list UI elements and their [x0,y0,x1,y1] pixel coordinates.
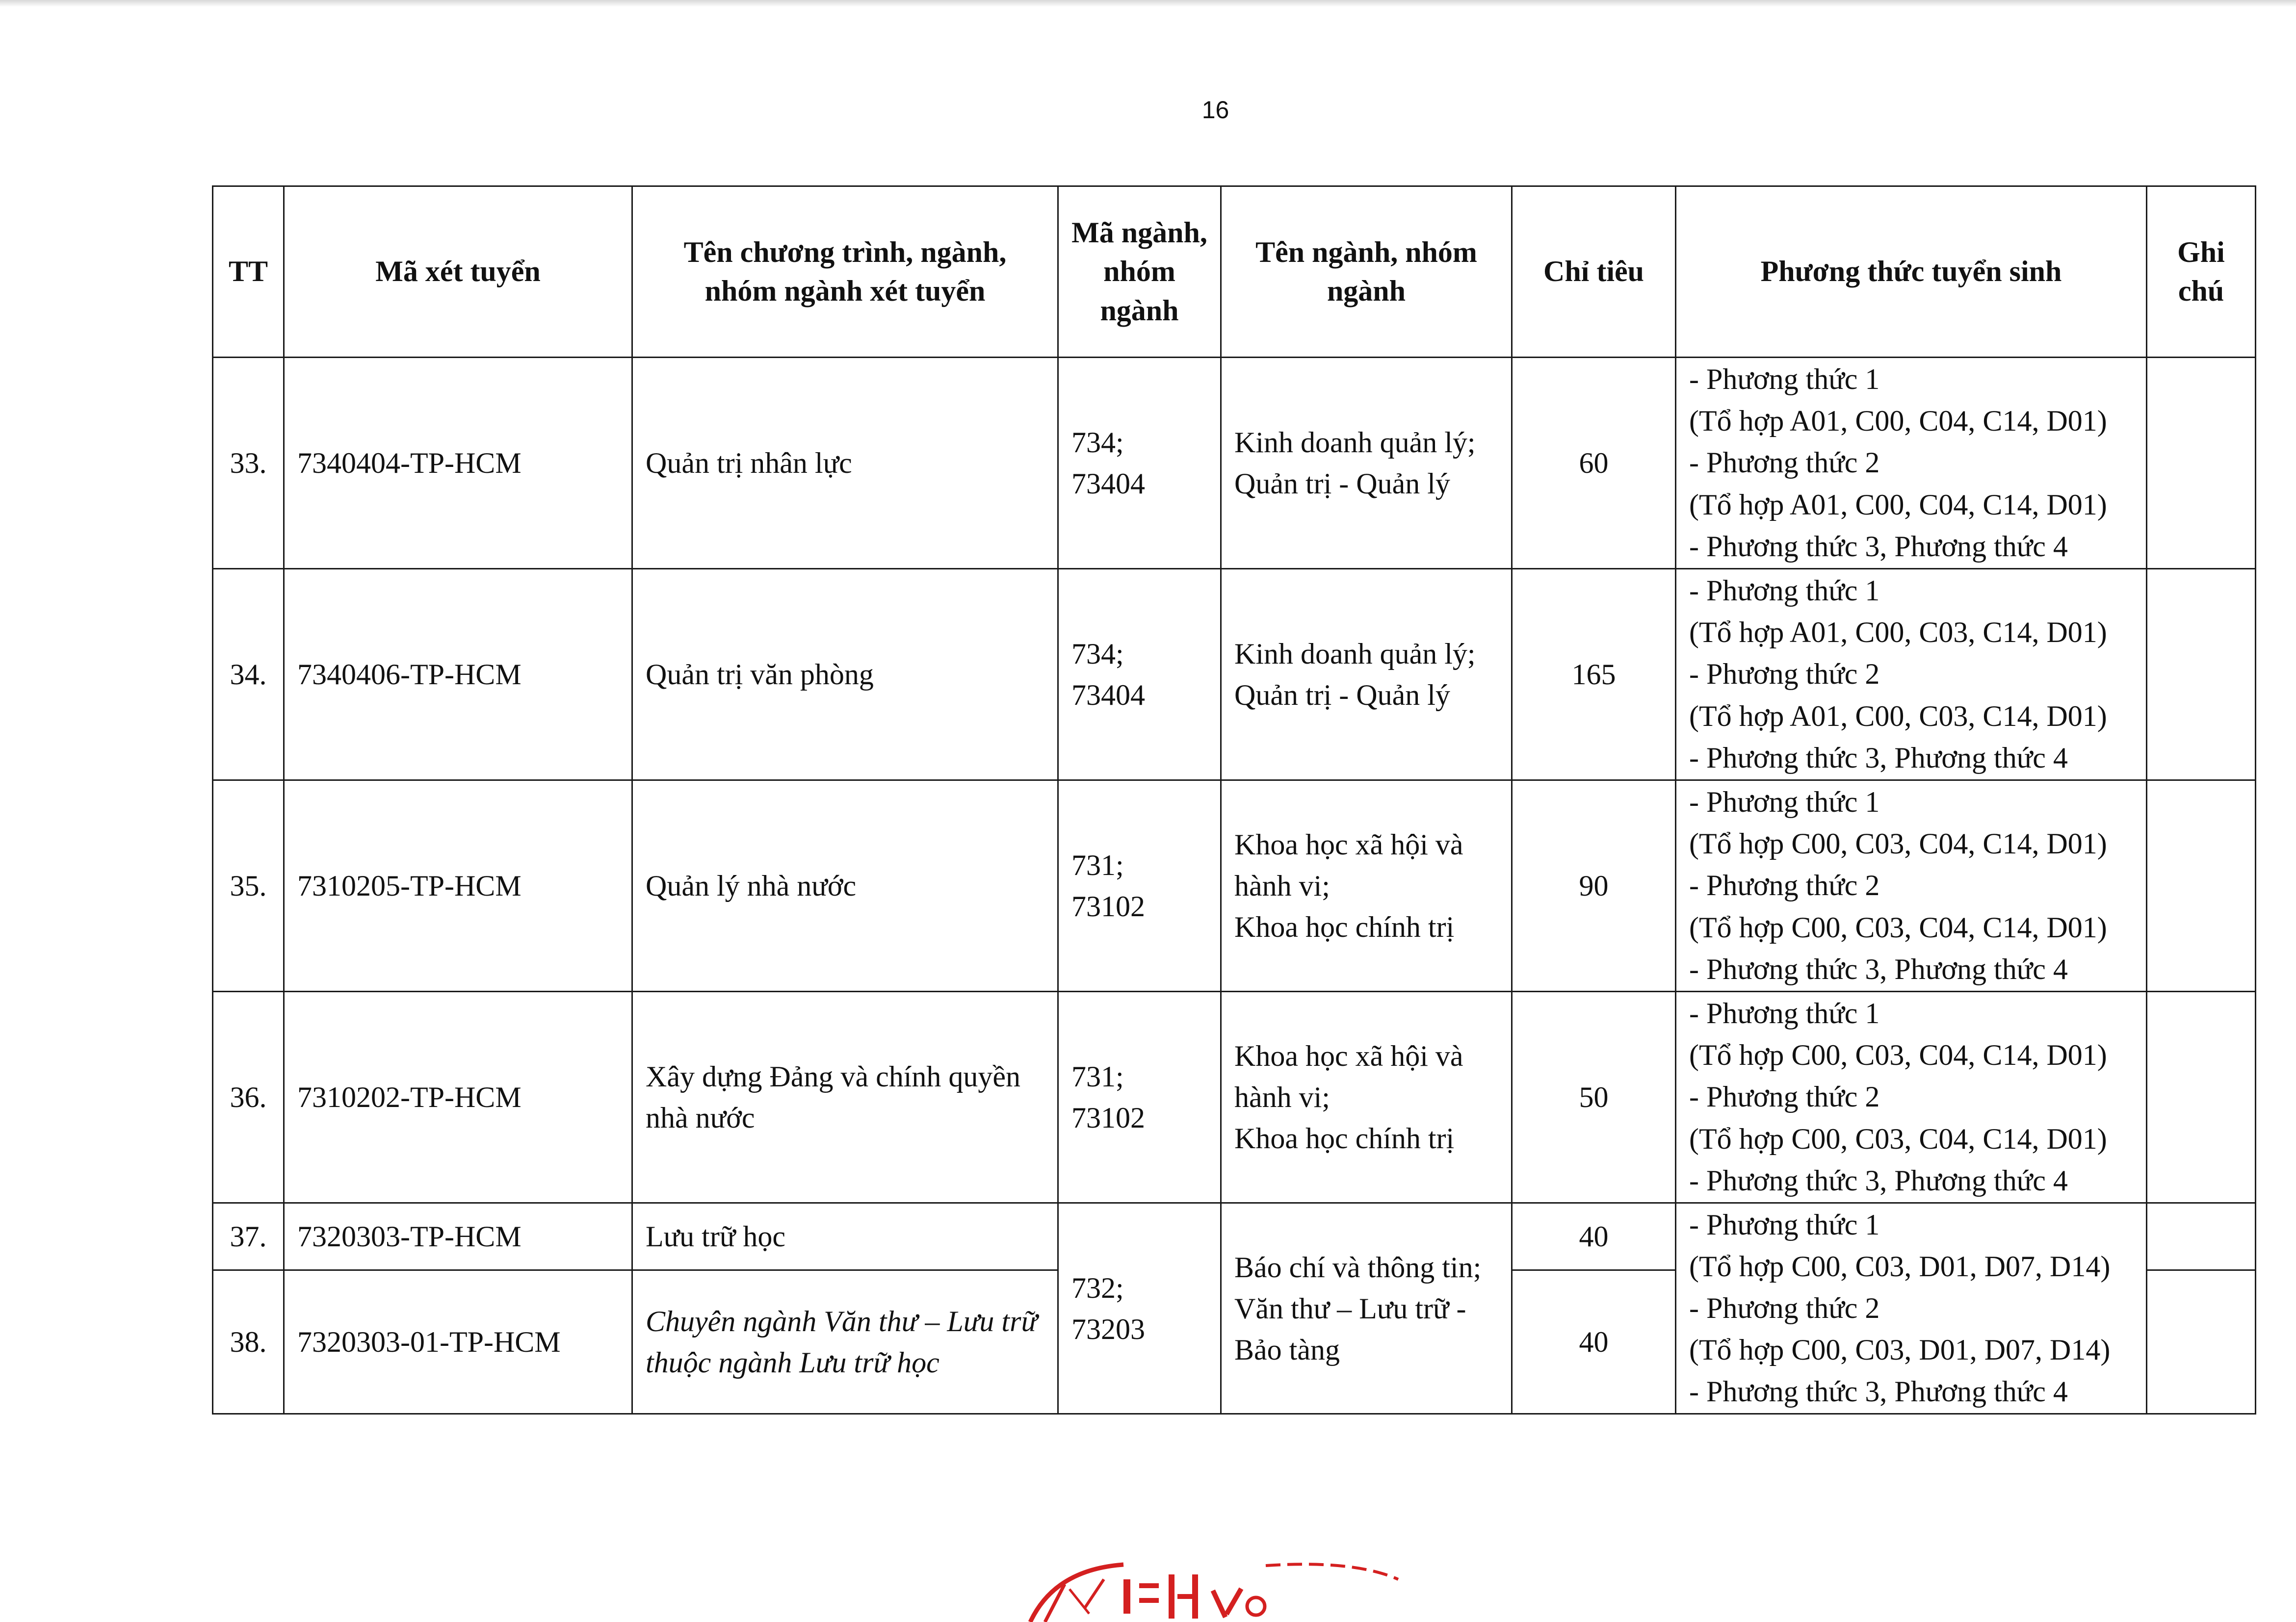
row-quota: 90 [1512,780,1676,992]
field-name-line: Khoa học xã hội và [1234,1040,1463,1072]
method-line: - Phương thức 3, Phương thức 4 [1689,530,2068,563]
method-line: - Phương thức 3, Phương thức 4 [1689,741,2068,774]
row-program: Xây dựng Đảng và chính quyền nhà nước [632,992,1058,1203]
method-line: (Tổ hợp A01, C00, C03, C14, D01) [1689,699,2107,732]
method-line: - Phương thức 2 [1689,658,1880,691]
row-quota: 40 [1512,1270,1676,1414]
row-field-code [1058,569,1221,780]
header-program: Tên chương trình, ngành, nhóm ngành xét tuyển [632,186,1058,358]
method-line: - Phương thức 2 [1689,1291,1880,1324]
row-code: 7320303-TP-HCM [284,1203,632,1270]
field-name-line: hành vi; [1234,1081,1330,1113]
method-line: - Phương thức 2 [1689,1081,1880,1113]
method-line: (Tổ hợp C00, C03, C04, C14, D01) [1689,1122,2107,1155]
row-quota: 60 [1512,358,1676,569]
row-note [2147,1270,2256,1414]
field-code-line: 734; [1071,426,1124,459]
method-line: - Phương thức 1 [1689,786,1880,819]
row-note [2147,358,2256,569]
field-name-line: Báo chí và thông tin; [1234,1251,1482,1284]
field-name-line: Kinh doanh quản lý; [1234,426,1476,459]
row-program: Quản trị nhân lực [632,358,1058,569]
field-name-line: Bảo tàng [1234,1333,1340,1366]
field-name-line: Khoa học chính trị [1234,911,1455,943]
row-tt: 35. [213,780,284,992]
method-line: - Phương thức 2 [1689,446,1880,479]
method-line: (Tổ hợp A01, C00, C04, C14, D01) [1689,488,2107,521]
row-code: 7310202-TP-HCM [284,992,632,1203]
row-method [1676,780,2147,992]
header-quota: Chỉ tiêu [1512,186,1676,358]
row-quota: 50 [1512,992,1676,1203]
row-code: 7340404-TP-HCM [284,358,632,569]
field-name-line: Khoa học xã hội và [1234,828,1463,861]
field-code-line: 732; [1071,1271,1124,1304]
row-program: Quản lý nhà nước [632,780,1058,992]
row-method [1676,358,2147,569]
row-program: Quản trị văn phòng [632,569,1058,780]
row-field-code [1058,780,1221,992]
header-field-name: Tên ngành, nhóm ngành [1221,186,1512,358]
field-code-line: 73102 [1071,890,1145,923]
row-method [1676,992,2147,1203]
row-tt: 38. [213,1270,284,1414]
method-line: - Phương thức 1 [1689,1208,1880,1241]
header-row [213,186,2256,358]
row-field-name [1221,992,1512,1203]
method-line: - Phương thức 3, Phương thức 4 [1689,1375,2068,1408]
row-field-name [1221,1203,1512,1414]
row-program: Chuyên ngành Văn thư – Lưu trữ thuộc ngành Lưu trữ học [632,1270,1058,1414]
method-line: (Tổ hợp C00, C03, C04, C14, D01) [1689,827,2107,860]
row-tt: 37. [213,1203,284,1270]
row-field-code [1058,1203,1221,1414]
scan-edge [0,0,2296,7]
row-tt: 34. [213,569,284,780]
row-note [2147,569,2256,780]
header-note: Ghi chú [2147,186,2256,358]
field-name-line: hành vi; [1234,870,1330,902]
row-note [2147,780,2256,992]
table-row [213,992,2256,1203]
field-name-line: Quản trị - Quản lý [1234,467,1450,500]
method-line: - Phương thức 1 [1689,363,1880,396]
field-code-line: 73404 [1071,467,1145,500]
method-line: - Phương thức 1 [1689,997,1880,1030]
method-line: (Tổ hợp C00, C03, C04, C14, D01) [1689,1039,2107,1072]
method-line: (Tổ hợp A01, C00, C03, C14, D01) [1689,616,2107,649]
row-field-code [1058,358,1221,569]
row-field-name [1221,569,1512,780]
table-row [213,1203,2256,1270]
row-tt: 33. [213,358,284,569]
row-method [1676,569,2147,780]
row-field-code [1058,992,1221,1203]
table-row [213,358,2256,569]
row-quota: 40 [1512,1203,1676,1270]
row-code: 7310205-TP-HCM [284,780,632,992]
method-line: (Tổ hợp C00, C03, C04, C14, D01) [1689,911,2107,944]
row-field-name [1221,780,1512,992]
row-method [1676,1203,2147,1414]
field-code-line: 73102 [1071,1102,1145,1134]
admissions-table [212,185,2256,1415]
method-line: (Tổ hợp C00, C03, D01, D07, D14) [1689,1250,2111,1283]
header-code: Mã xét tuyển [284,186,632,358]
row-tt: 36. [213,992,284,1203]
field-name-line: Kinh doanh quản lý; [1234,638,1476,670]
row-program: Lưu trữ học [632,1203,1058,1270]
method-line: - Phương thức 1 [1689,574,1880,607]
method-line: (Tổ hợp C00, C03, D01, D07, D14) [1689,1334,2111,1366]
row-code: 7320303-01-TP-HCM [284,1270,632,1414]
row-note [2147,992,2256,1203]
field-name-line: Quản trị - Quản lý [1234,679,1450,711]
field-code-line: 731; [1071,849,1124,881]
seal-stamp-icon [1011,1560,1413,1622]
row-code: 7340406-TP-HCM [284,569,632,780]
page-number: 16 [1201,96,1229,124]
row-note [2147,1203,2256,1270]
row-quota: 165 [1512,569,1676,780]
header-field-code: Mã ngành, nhóm ngành [1058,186,1221,358]
header-tt: TT [213,186,284,358]
field-name-line: Văn thư – Lưu trữ - [1234,1292,1466,1325]
field-code-line: 73404 [1071,679,1145,711]
field-code-line: 73203 [1071,1313,1145,1345]
method-line: (Tổ hợp A01, C00, C04, C14, D01) [1689,405,2107,438]
field-code-line: 734; [1071,638,1124,670]
method-line: - Phương thức 3, Phương thức 4 [1689,1164,2068,1197]
table-row [213,780,2256,992]
field-code-line: 731; [1071,1060,1124,1093]
method-line: - Phương thức 2 [1689,869,1880,902]
table-row [213,569,2256,780]
method-line: - Phương thức 3, Phương thức 4 [1689,953,2068,985]
row-field-name [1221,358,1512,569]
header-method: Phương thức tuyển sinh [1676,186,2147,358]
field-name-line: Khoa học chính trị [1234,1122,1455,1155]
